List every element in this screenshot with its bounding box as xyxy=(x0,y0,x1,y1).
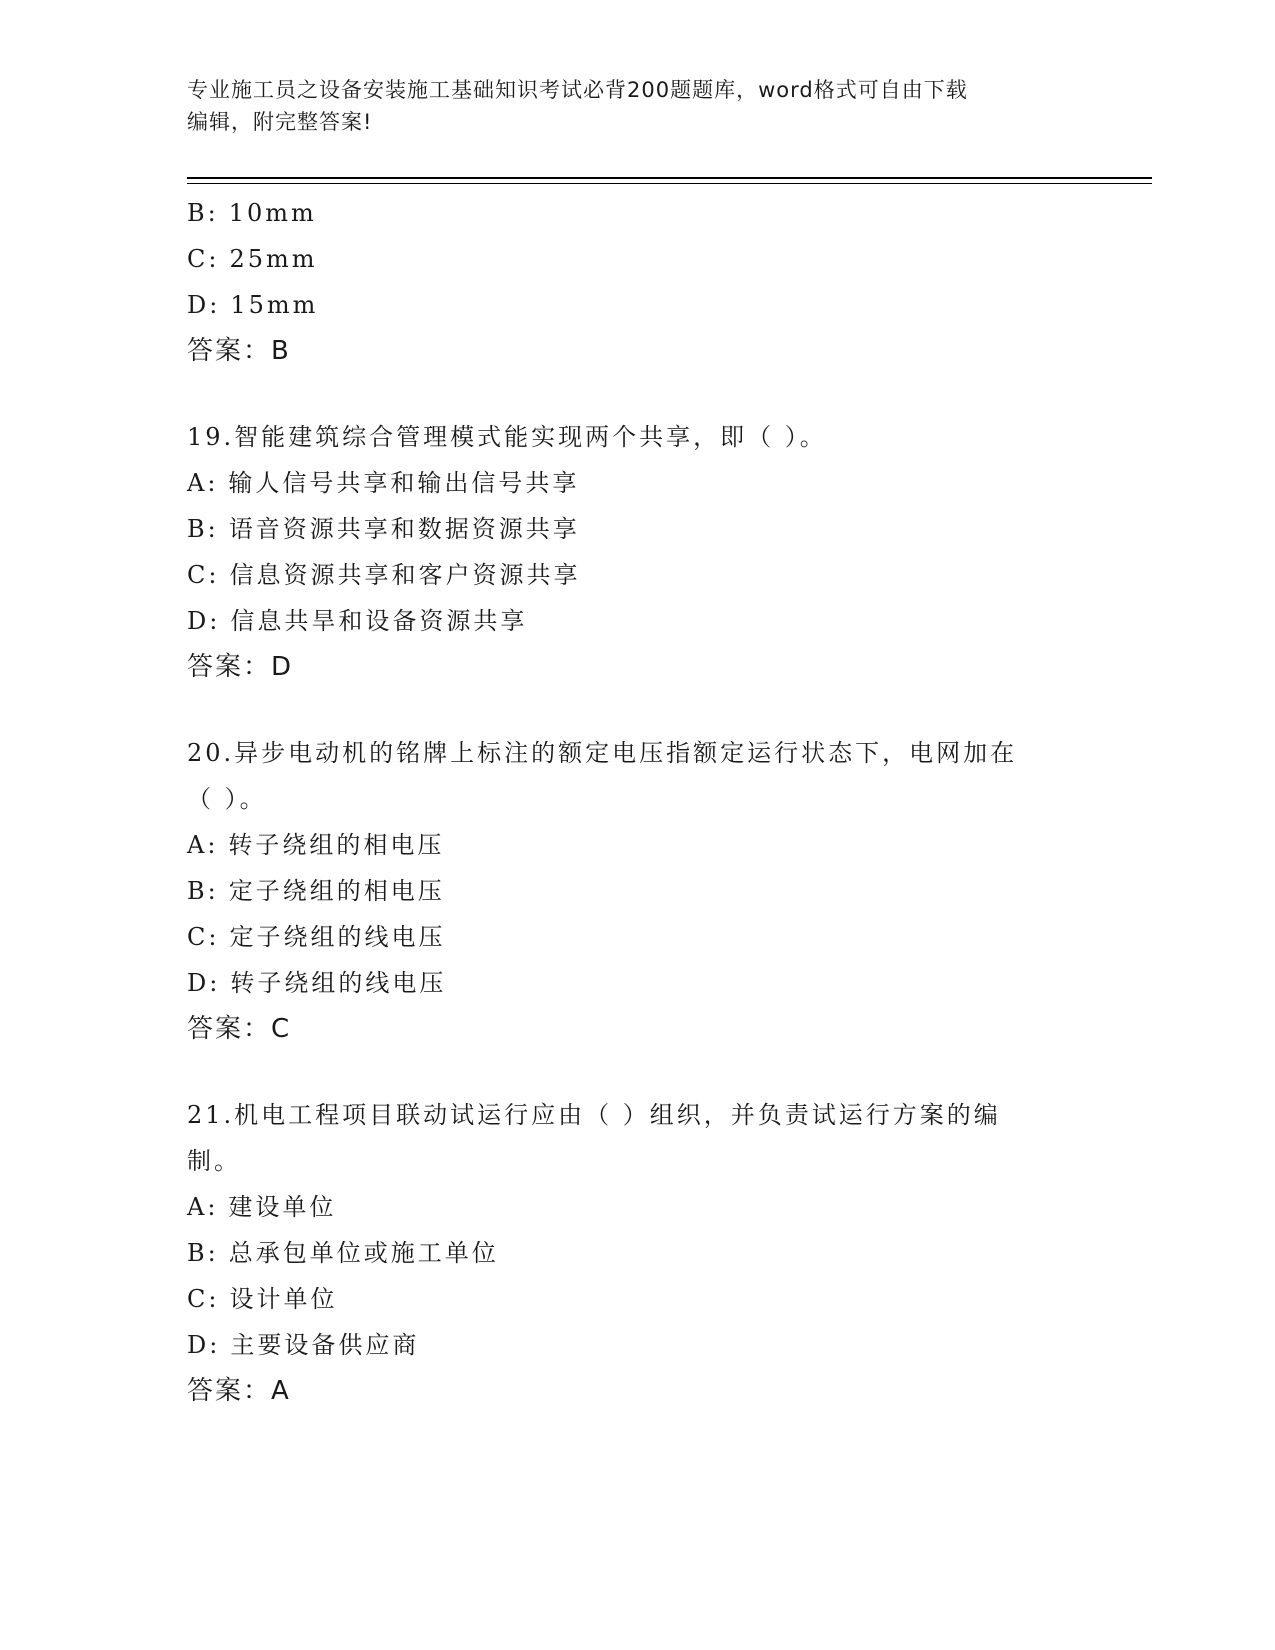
answer: 答案：B xyxy=(187,336,291,366)
option-a: A: 转子绕组的相电压 xyxy=(187,831,445,859)
header-title-line1: 专业施工员之设备安装施工基础知识考试必背200题题库，word格式可自由下载 xyxy=(187,78,968,102)
question-21 xyxy=(187,1092,1087,1414)
option-c: C: 定子绕组的线电压 xyxy=(187,923,446,951)
question-list xyxy=(187,190,1087,1414)
answer: 答案：A xyxy=(187,1376,291,1406)
question-stem: 20.异步电动机的铭牌上标注的额定电压指额定运行状态下，电网加在 xyxy=(187,739,1018,767)
option-a: A: 输人信号共享和输出信号共享 xyxy=(187,469,580,497)
header-title-line2: 编辑，附完整答案! xyxy=(187,110,373,134)
option-c: C: 25mm xyxy=(187,245,318,273)
option-c: C: 设计单位 xyxy=(187,1285,338,1313)
option-c: C: 信息资源共享和客户资源共享 xyxy=(187,561,581,589)
question-stem: 21.机电工程项目联动试运行应由（ ）组织，并负责试运行方案的编 xyxy=(187,1101,1001,1129)
answer: 答案：D xyxy=(187,652,294,682)
option-b: B: 语音资源共享和数据资源共享 xyxy=(187,515,580,543)
option-d: D: 转子绕组的线电压 xyxy=(187,969,447,997)
header-divider-thin xyxy=(187,183,1152,184)
question-20 xyxy=(187,730,1087,1052)
option-b: B: 总承包单位或施工单位 xyxy=(187,1239,499,1267)
question-19 xyxy=(187,414,1087,690)
option-d: D: 信息共旱和设备资源共享 xyxy=(187,607,528,635)
question-stem-continued: （ ）。 xyxy=(187,785,267,813)
option-b: B: 定子绕组的相电压 xyxy=(187,877,445,905)
question-18-partial xyxy=(187,190,1087,374)
option-d: D: 15mm xyxy=(187,291,319,319)
answer: 答案：C xyxy=(187,1014,292,1044)
option-a: A: 建设单位 xyxy=(187,1193,337,1221)
header-divider-thick xyxy=(187,177,1152,179)
question-stem: 19.智能建筑综合管理模式能实现两个共享，即（ ）。 xyxy=(187,423,827,451)
question-stem-continued: 制。 xyxy=(187,1147,241,1175)
document-header xyxy=(187,74,1087,138)
option-d: D: 主要设备供应商 xyxy=(187,1331,420,1359)
option-b: B: 10mm xyxy=(187,199,317,227)
